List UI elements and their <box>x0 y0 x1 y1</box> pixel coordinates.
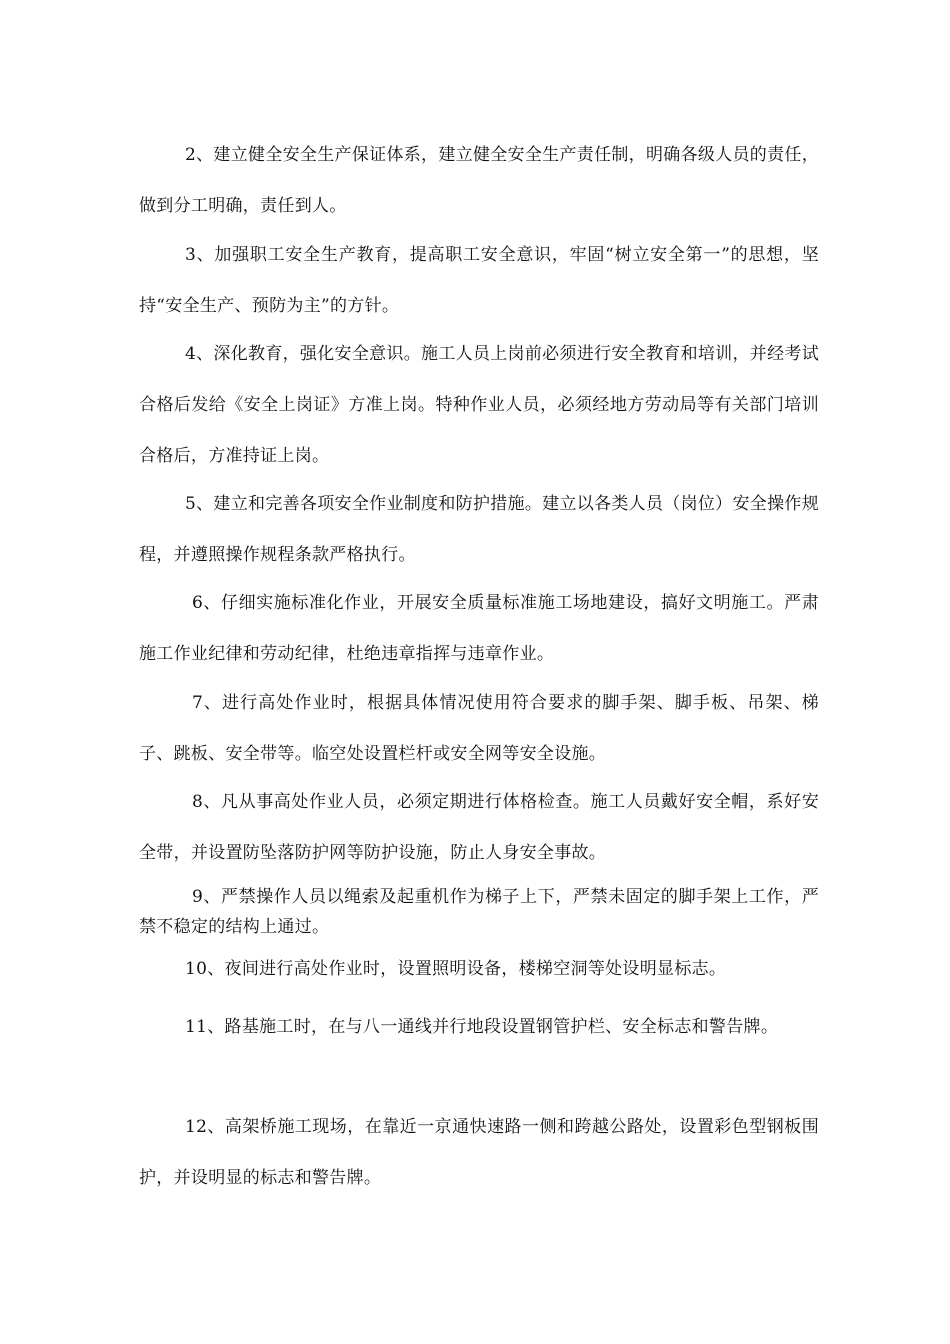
paragraph-item-9: 9、严禁操作人员以绳索及起重机作为梯子上下，严禁未固定的脚手架上工作，严禁不稳定的结构上通过。 <box>139 887 819 937</box>
paragraph-item-7: 7、进行高处作业时，根据具体情况使用符合要求的脚手架、脚手板、吊架、梯子、跳板、安全带等。临空处设置栏杆或安全网等安全设施。 <box>139 693 819 764</box>
paragraph-item-12: 12、高架桥施工现场，在靠近一京通快速路一侧和跨越公路处，设置彩色型钢板围护，并设明显的标志和警告牌。 <box>139 1117 819 1188</box>
paragraph-item-2: 2、建立健全安全生产保证体系，建立健全安全生产责任制，明确各级人员的责任，做到分工明确，责任到人。 <box>139 145 819 216</box>
paragraph-item-6: 6、仔细实施标准化作业，开展安全质量标准施工场地建设，搞好文明施工。严肃施工作业纪律和劳动纪律，杜绝违章指挥与违章作业。 <box>139 593 819 664</box>
paragraph-item-8: 8、凡从事高处作业人员，必须定期进行体格检查。施工人员戴好安全帽，系好安全带，并设置防坠落防护网等防护设施，防止人身安全事故。 <box>139 792 819 863</box>
paragraph-item-11: 11、路基施工时，在与八一通线并行地段设置钢管护栏、安全标志和警告牌。 <box>185 1017 779 1037</box>
paragraph-item-3: 3、加强职工安全生产教育，提高职工安全意识，牢固“树立安全第一”的思想，坚持“安全生产、预防为主”的方针。 <box>139 245 819 316</box>
paragraph-item-4: 4、深化教育，强化安全意识。施工人员上岗前必须进行安全教育和培训，并经考试合格后发给《安全上岗证》方准上岗。特种作业人员，必须经地方劳动局等有关部门培训合格后，方准持证上岗。 <box>139 344 819 466</box>
paragraph-item-5: 5、建立和完善各项安全作业制度和防护措施。建立以各类人员（岗位）安全操作规程，并遵照操作规程条款严格执行。 <box>139 494 819 565</box>
paragraph-item-10: 10、夜间进行高处作业时，设置照明设备，楼梯空洞等处设明显标志。 <box>185 959 727 979</box>
